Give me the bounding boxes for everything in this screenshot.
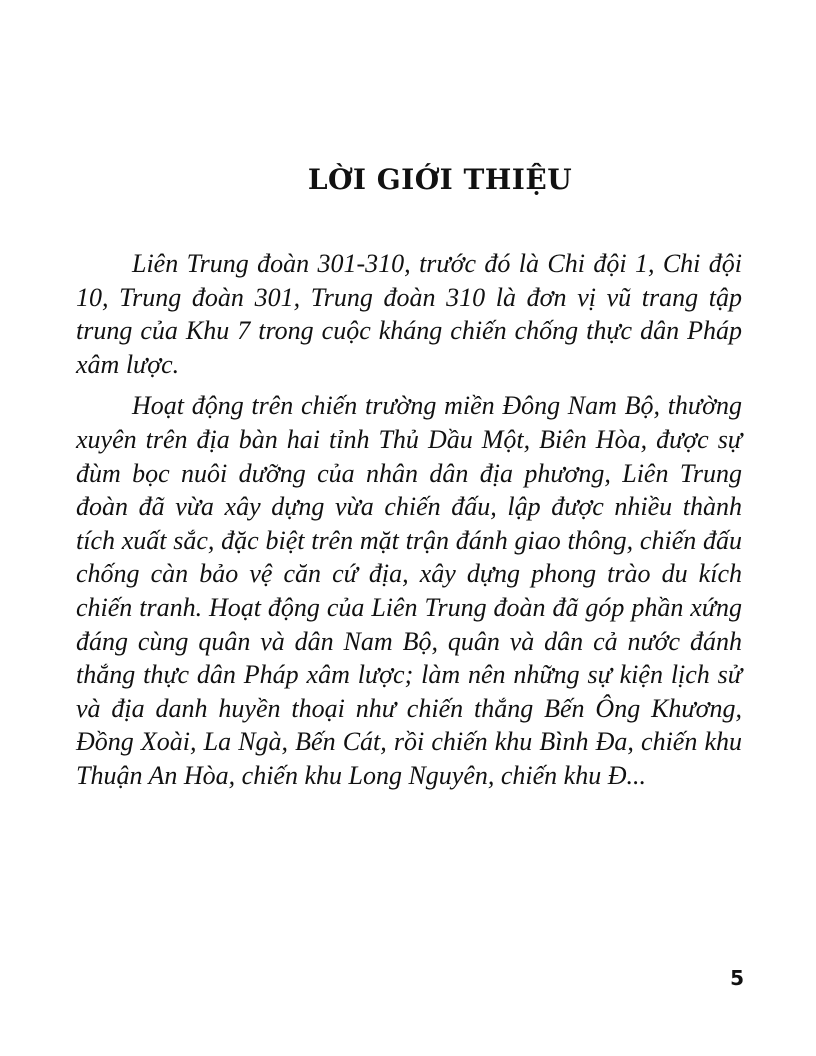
page-number: 5 xyxy=(730,966,744,990)
paragraph-1: Liên Trung đoàn 301-310, trước đó là Chi đội 1, Chi đội 10, Trung đoàn 301, Trung đoàn 310 là đơn vị vũ trang tập trung của Khu 7 trong cuộc kháng chiến chống thực dân Pháp xâm lược. xyxy=(76,249,742,379)
page-title: LỜI GIỚI THIỆU xyxy=(307,163,573,196)
body-text xyxy=(76,247,742,793)
paragraph-2: Hoạt động trên chiến trường miền Đông Nam Bộ, thường xuyên trên địa bàn hai tỉnh Thủ Dầu Một, Biên Hòa, được sự đùm bọc nuôi dưỡng của nhân dân địa phương, Liên Trung đoàn đã vừa xây dựng vừa chiến đấu, lập được nhiều thành tích xuất sắc, đặc biệt trên mặt trận đánh giao thông, chiến đấu chống càn bảo vệ căn cứ địa, xây dựng phong trào du kích chiến tranh. Hoạt động của Liên Trung đoàn đã góp phần xứng đáng cùng quân và dân Nam Bộ, quân và dân cả nước đánh thắng thực dân Pháp xâm lược; làm nên những sự kiện lịch sử và địa danh huyền thoại như chiến thắng Bến Ông Khương, Đồng Xoài, La Ngà, Bến Cát, rồi chiến khu Bình Đa, chiến khu Thuận An Hòa, chiến khu Long Nguyên, chiến khu Đ... xyxy=(76,391,742,790)
